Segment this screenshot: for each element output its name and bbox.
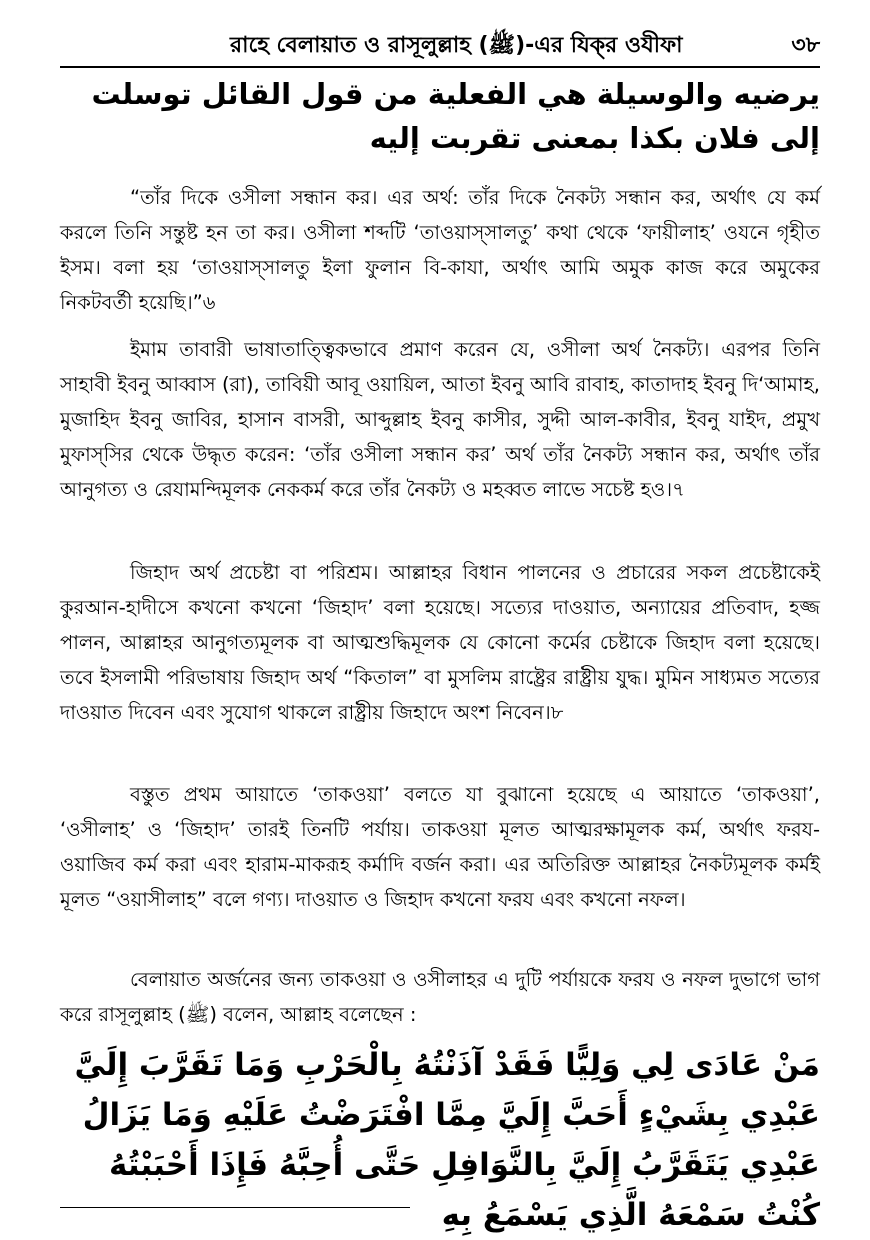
paragraph-1 — [60, 180, 820, 320]
paragraph-2 — [60, 332, 820, 507]
paragraph-3 — [60, 555, 820, 730]
running-header — [60, 28, 820, 68]
paragraph-1-text: “তাঁর দিকে ওসীলা সন্ধান কর। এর অর্থ: তাঁর দিকে নৈকট্য সন্ধান কর, অর্থাৎ যে কর্ম করলে তিনি সন্তুষ্ট হন তা কর। ওসীলা শব্দটি ‘তাওয়াস্‌সালতু’ কথা থেকে ‘ফায়ীলাহ’ ওযনে গৃহীত ইসম। বলা হয় ‘তাওয়াস্‌সালতু ইলা ফুলান বি-কাযা, অর্থাৎ আমি অমুক কাজ করে অমুকের নিকটবর্তী হয়েছি।”৬ — [60, 186, 820, 314]
page-number: ৩৮ — [791, 33, 820, 58]
header-rule — [60, 66, 820, 68]
footnote-separator — [60, 1207, 410, 1208]
running-title: রাহে বেলায়াত ও রাসূলুল্লাহ (ﷺ)-এর যিক্‌র ওযীফা — [230, 33, 683, 58]
paragraph-4-text: বস্তুত প্রথম আয়াতে ‘তাকওয়া’ বলতে যা বুঝানো হয়েছে এ আয়াতে ‘তাকওয়া’, ‘ওসীলাহ’ ও ‘জিহাদ’ তারই তিনটি পর্যায়। তাকওয়া মূলত আত্মরক্ষামূলক কর্ম, অর্থাৎ ফরয-ওয়াজিব কর্ম করা এবং হারাম-মাকরূহ কর্মাদি বর্জন করা। এর অতিরিক্ত আল্লাহর নৈকট্যমূলক কর্মই মূলত “ওয়াসীলাহ” বলে গণ্য। দাওয়াত ও জিহাদ কখনো ফরয এবং কখনো নফল। — [60, 783, 820, 911]
paragraph-5-text: বেলায়াত অর্জনের জন্য তাকওয়া ও ওসীলাহর এ দুটি পর্যায়কে ফরয ও নফল দুভাগে ভাগ করে রাসূলুল্লাহ (ﷺ) বলেন, আল্লাহ বলেছেন : — [60, 968, 820, 1026]
arabic-quote-top: يرضيه والوسيلة هي الفعلية من قول القائل توسلت إلى فلان بكذا بمعنى تقربت إليه — [91, 77, 820, 155]
arabic-hadith: مَنْ عَادَى لِي وَلِيًّا فَقَدْ آذَنْتُهُ بِالْحَرْبِ وَمَا تَقَرَّبَ إِلَيَّ عَبْدِي بِشَيْءٍ أَحَبَّ إِلَيَّ مِمَّا افْتَرَضْتُ عَلَيْهِ وَمَا يَزَالُ عَبْدِي يَتَقَرَّبُ إِلَيَّ بِالنَّوَافِلِ حَتَّى أُحِبَّهُ فَإِذَا أَحْبَبْتُهُ كُنْتُ سَمْعَهُ الَّذِي يَسْمَعُ بِهِ — [74, 1047, 820, 1233]
paragraph-2-text: ইমাম তাবারী ভাষাতাত্ত্বিকভাবে প্রমাণ করেন যে, ওসীলা অর্থ নৈকট্য। এরপর তিনি সাহাবী ইবনু আব্বাস (রা), তাবিয়ী আবূ ওয়ায়িল, আতা ইবনু আবি রাবাহ, কাতাদাহ ইবনু দি‘আমাহ, মুজাহিদ ইবনু জাবির, হাসান বাসরী, আব্দুল্লাহ ইবনু কাসীর, সুদ্দী আল-কাবীর, ইবনু যাইদ, প্রমুখ মুফাস্‌সির থেকে উদ্ধৃত করেন: ‘তাঁর ওসীলা সন্ধান কর’ অর্থ তাঁর নৈকট্য সন্ধান কর, অর্থাৎ তাঁর আনুগত্য ও রেযামন্দিমূলক নেককর্ম করে তাঁর নৈকট্য ও মহব্বত লাভে সচেষ্ট হও।৭ — [60, 338, 820, 501]
paragraph-5 — [60, 962, 820, 1032]
paragraph-3-text: জিহাদ অর্থ প্রচেষ্টা বা পরিশ্রম। আল্লাহর বিধান পালনের ও প্রচারের সকল প্রচেষ্টাকেই কুরআন-হাদীসে কখনো কখনো ‘জিহাদ’ বলা হয়েছে। সত্যের দাওয়াত, অন্যায়ের প্রতিবাদ, হজ্জ পালন, আল্লাহর আনুগত্যমূলক বা আত্মশুদ্ধিমূলক যে কোনো কর্মের চেষ্টাকে জিহাদ বলা হয়েছে। তবে ইসলামী পরিভাষায় জিহাদ অর্থ “কিতাল” বা মুসলিম রাষ্ট্রের রাষ্ট্রীয় যুদ্ধ। মুমিন সাধ্যমত সত্যের দাওয়াত দিবেন এবং সুযোগ থাকলে রাষ্ট্রীয় জিহাদে অংশ নিবেন।৮ — [60, 561, 820, 724]
paragraph-4 — [60, 777, 820, 917]
